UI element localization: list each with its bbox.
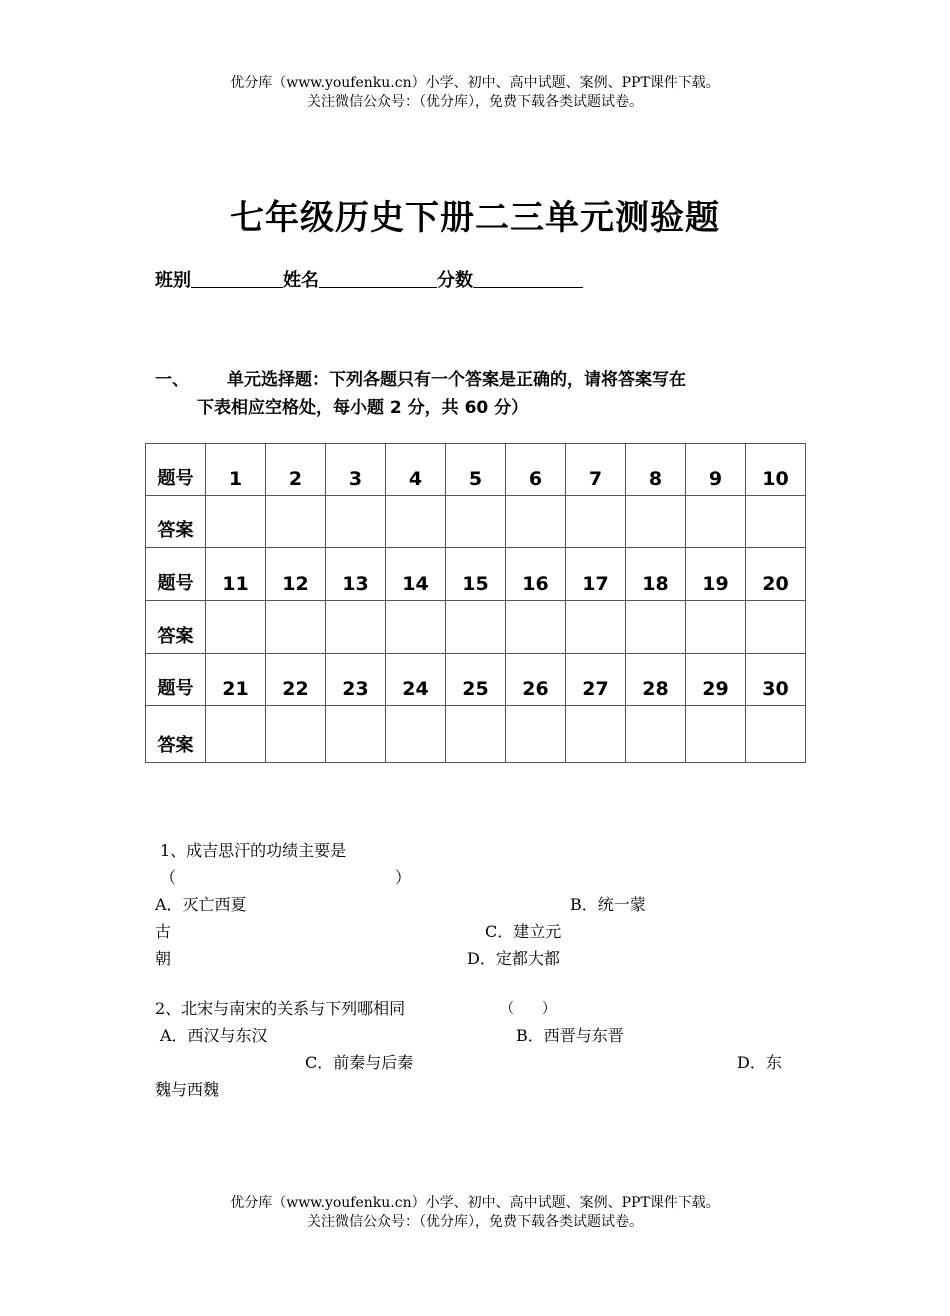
table-row <box>146 444 806 496</box>
q2-stem: 2、北宋与南宋的关系与下列哪相同 <box>155 999 406 1018</box>
question-number: 21 <box>206 654 266 706</box>
question-number: 7 <box>566 444 626 496</box>
q1-option-c-cont: 朝 <box>155 949 172 968</box>
answer-cell[interactable] <box>326 706 386 763</box>
table-row <box>146 548 806 601</box>
answer-cell[interactable] <box>446 601 506 654</box>
question-number: 9 <box>686 444 746 496</box>
question-number: 25 <box>446 654 506 706</box>
answer-cell[interactable] <box>386 706 446 763</box>
q1-option-b-cont: 古 <box>155 922 172 941</box>
answer-cell[interactable] <box>446 496 506 548</box>
question-number: 1 <box>206 444 266 496</box>
footer-line-1: 优分库（www.youfenku.cn）小学、初中、高中试题、案例、PPT课件下载。 <box>230 1195 720 1211</box>
question-number: 20 <box>746 548 806 601</box>
q1-option-d[interactable]: D．定都大都 <box>467 949 560 968</box>
q1-paren-close: ） <box>395 868 412 887</box>
q1-option-c[interactable]: C．建立元 <box>485 922 562 941</box>
section-text-line-1: 单元选择题：下列各题只有一个答案是正确的，请将答案写在 <box>227 370 686 390</box>
answer-cell[interactable] <box>626 496 686 548</box>
score-blank[interactable] <box>473 269 583 288</box>
question-number: 5 <box>446 444 506 496</box>
number-label: 题号 <box>146 548 206 601</box>
question-number: 19 <box>686 548 746 601</box>
q2-option-d[interactable]: D．东 <box>737 1053 782 1072</box>
question-number: 29 <box>686 654 746 706</box>
answer-cell[interactable] <box>686 601 746 654</box>
answer-label: 答案 <box>146 601 206 654</box>
answer-cell[interactable] <box>686 496 746 548</box>
question-number: 8 <box>626 444 686 496</box>
section-number: 一、 <box>155 370 189 390</box>
question-number: 2 <box>266 444 326 496</box>
question-number: 12 <box>266 548 326 601</box>
student-info-line <box>155 266 583 292</box>
number-label: 题号 <box>146 444 206 496</box>
q1-option-b[interactable]: B．统一蒙 <box>570 895 646 914</box>
name-label: 姓名 <box>283 270 319 291</box>
answer-cell[interactable] <box>566 601 626 654</box>
answer-cell[interactable] <box>386 496 446 548</box>
q2-option-a[interactable]: A．西汉与东汉 <box>160 1026 268 1045</box>
answer-cell[interactable] <box>266 496 326 548</box>
question-number: 17 <box>566 548 626 601</box>
answer-cell[interactable] <box>626 706 686 763</box>
page-header <box>0 74 950 112</box>
answer-cell[interactable] <box>266 601 326 654</box>
q2-paren: （ ） <box>500 1001 556 1017</box>
q2-option-b[interactable]: B．西晋与东晋 <box>516 1026 624 1045</box>
question-number: 14 <box>386 548 446 601</box>
answer-label: 答案 <box>146 496 206 548</box>
table-row <box>146 654 806 706</box>
answer-cell[interactable] <box>746 496 806 548</box>
answer-cell[interactable] <box>446 706 506 763</box>
question-number: 28 <box>626 654 686 706</box>
question-number: 26 <box>506 654 566 706</box>
table-row <box>146 601 806 654</box>
q1-stem: 1、成吉思汗的功绩主要是 <box>160 841 347 860</box>
class-label: 班别 <box>155 270 191 291</box>
answer-cell[interactable] <box>746 706 806 763</box>
question-number: 10 <box>746 444 806 496</box>
question-number: 11 <box>206 548 266 601</box>
question-number: 16 <box>506 548 566 601</box>
answer-cell[interactable] <box>566 496 626 548</box>
number-label: 题号 <box>146 654 206 706</box>
table-row <box>146 706 806 763</box>
answer-cell[interactable] <box>206 601 266 654</box>
footer-line-2: 关注微信公众号：（优分库），免费下载各类试题试卷。 <box>307 1214 643 1230</box>
question-number: 3 <box>326 444 386 496</box>
question-number: 15 <box>446 548 506 601</box>
q2-option-c[interactable]: C．前秦与后秦 <box>305 1053 414 1072</box>
name-blank[interactable] <box>319 269 437 288</box>
answer-cell[interactable] <box>326 496 386 548</box>
answer-cell[interactable] <box>566 706 626 763</box>
class-blank[interactable] <box>191 269 283 288</box>
question-number: 6 <box>506 444 566 496</box>
section-1-instructions <box>155 366 795 422</box>
answer-label: 答案 <box>146 706 206 763</box>
table-row <box>146 496 806 548</box>
question-number: 30 <box>746 654 806 706</box>
question-number: 22 <box>266 654 326 706</box>
question-number: 18 <box>626 548 686 601</box>
answer-cell[interactable] <box>506 706 566 763</box>
header-line-1: 优分库（www.youfenku.cn）小学、初中、高中试题、案例、PPT课件下载。 <box>230 75 720 91</box>
page-title: 七年级历史下册二三单元测验题 <box>230 198 720 238</box>
score-label: 分数 <box>437 270 473 291</box>
header-line-2: 关注微信公众号：（优分库），免费下载各类试题试卷。 <box>307 94 643 110</box>
q1-option-a[interactable]: A．灭亡西夏 <box>155 895 247 914</box>
answer-cell[interactable] <box>386 601 446 654</box>
question-number: 23 <box>326 654 386 706</box>
answer-cell[interactable] <box>746 601 806 654</box>
answer-table <box>145 443 806 763</box>
q1-paren-open: （ <box>160 868 177 887</box>
answer-cell[interactable] <box>626 601 686 654</box>
answer-cell[interactable] <box>206 706 266 763</box>
answer-cell[interactable] <box>206 496 266 548</box>
answer-cell[interactable] <box>506 496 566 548</box>
q2-option-d-cont: 魏与西魏 <box>155 1080 220 1099</box>
question-number: 4 <box>386 444 446 496</box>
question-number: 13 <box>326 548 386 601</box>
answer-cell[interactable] <box>266 706 326 763</box>
question-number: 27 <box>566 654 626 706</box>
answer-cell[interactable] <box>686 706 746 763</box>
answer-cell[interactable] <box>506 601 566 654</box>
page-footer <box>0 1194 950 1232</box>
question-number: 24 <box>386 654 446 706</box>
section-text-line-2: 下表相应空格处，每小题 2 分，共 60 分） <box>197 398 529 418</box>
answer-cell[interactable] <box>326 601 386 654</box>
